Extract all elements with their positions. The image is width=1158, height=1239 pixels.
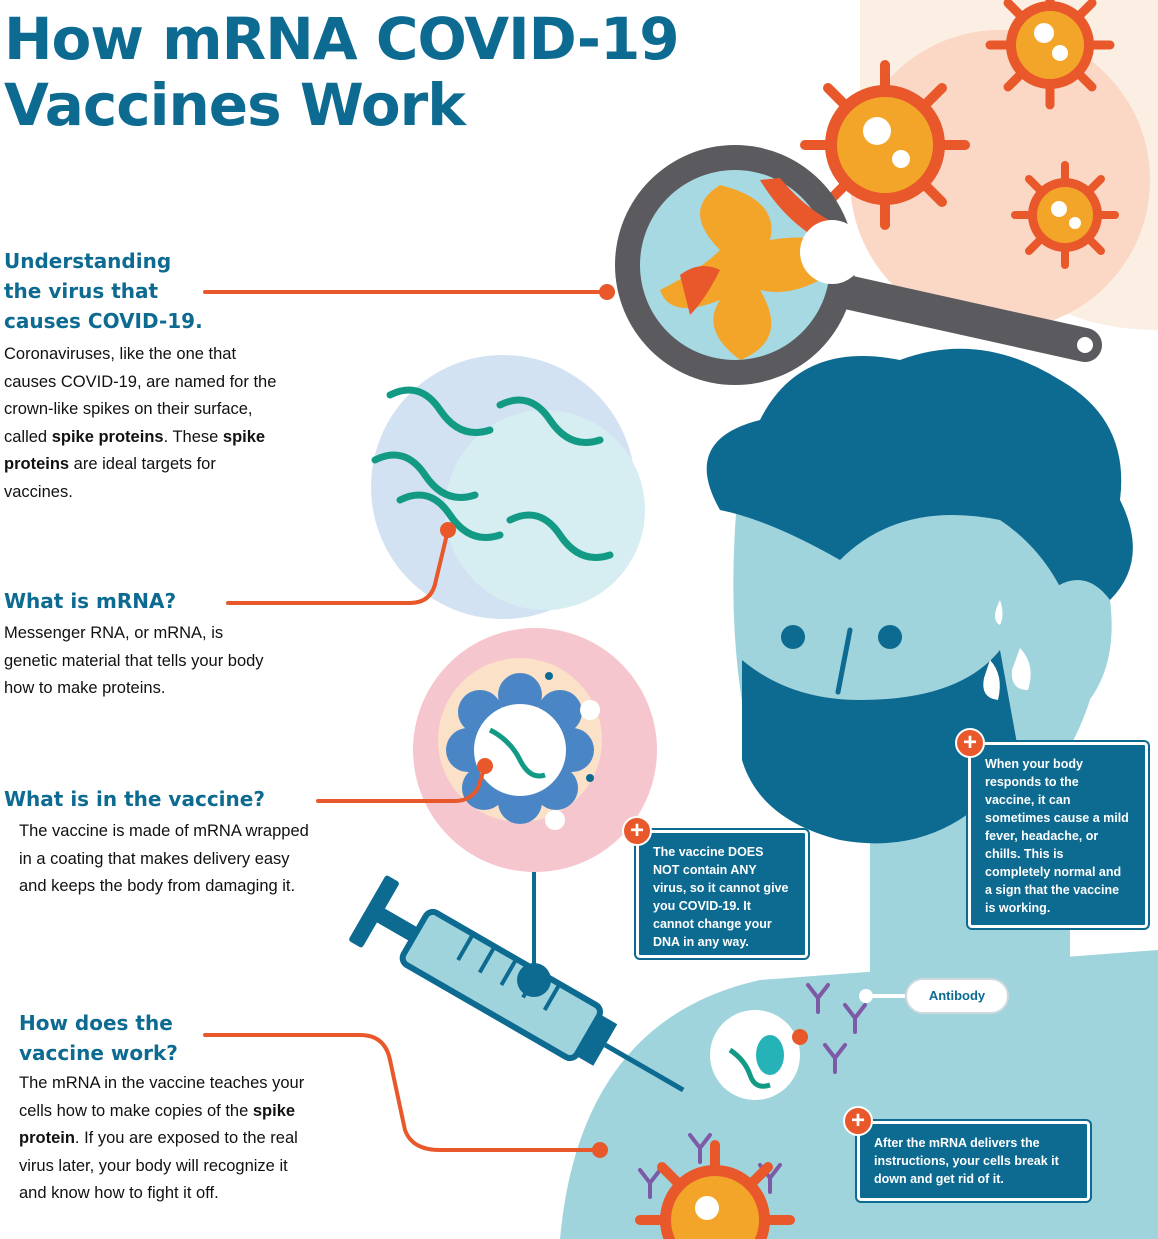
callout-no-virus: The vaccine DOES NOT contain ANY virus, so it cannot give you COVID-19. It cannot change your DNA in any way. — [636, 830, 808, 958]
body-how: The mRNA in the vaccine teaches your cells how to make copies of the spike protein. If you are exposed to the real virus later, your body will recognize it and know how to fight it off. — [19, 1074, 305, 1202]
heading-vaccine: What is in the vaccine? — [4, 787, 265, 811]
body-virus: Coronaviruses, like the one that causes COVID-19, are named for the crown-like spikes on their surface, called spike proteins. These spike proteins are ideal targets for vaccines. — [4, 345, 277, 501]
plus-icon: + — [843, 1106, 873, 1136]
vaccine-particle-circle — [413, 628, 657, 872]
plus-icon: + — [622, 816, 652, 846]
callout-breakdown: After the mRNA delivers the instructions, your cells break it down and get rid of it. — [857, 1121, 1090, 1201]
body-vaccine: The vaccine is made of mRNA wrapped in a coating that makes delivery easy and keeps the body from damaging it. — [19, 822, 309, 895]
plus-icon: + — [955, 728, 985, 758]
callout-side-effects: When your body responds to the vaccine, it can sometimes cause a mild fever, headache, or chills. This is completely normal and a sign that the vaccine is working. — [968, 742, 1148, 928]
coronavirus-icon — [1015, 165, 1115, 265]
antibody-label: Antibody — [905, 978, 1009, 1014]
heading-how: How does the vaccine work? — [19, 1011, 178, 1065]
heading-virus: Understanding the virus that causes COVID-19. — [4, 249, 203, 333]
page-title: How mRNA COVID-19 Vaccines Work — [4, 5, 679, 139]
mrna-circle — [371, 355, 645, 619]
body-mrna: Messenger RNA, or mRNA, is genetic material that tells your body how to make proteins. — [4, 624, 264, 697]
heading-mrna: What is mRNA? — [4, 589, 177, 613]
